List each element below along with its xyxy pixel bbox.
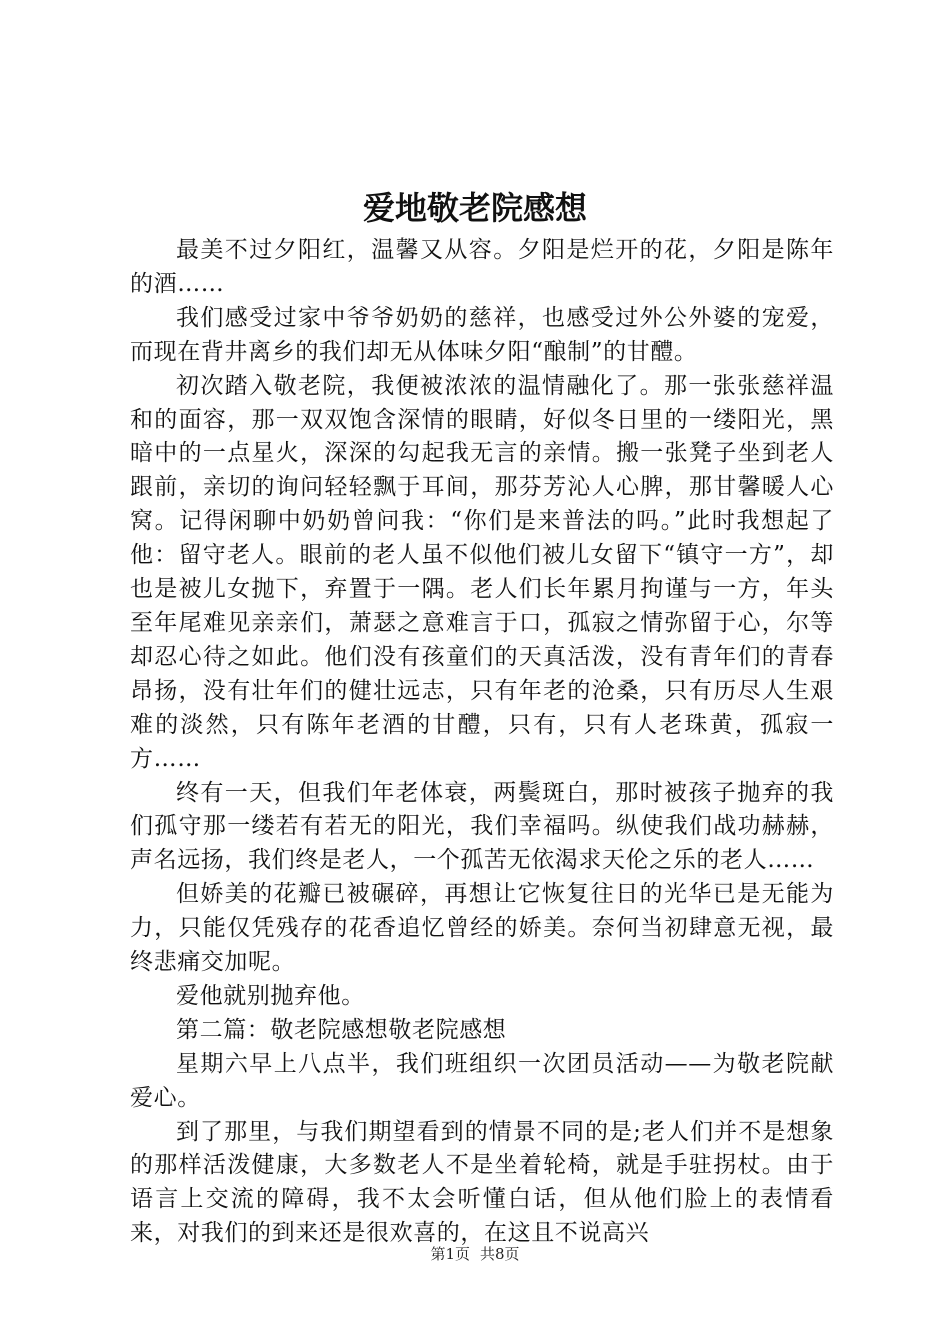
section-heading: 第二篇：敬老院感想敬老院感想	[176, 1016, 507, 1043]
paragraph: 星期六早上八点半，我们班组织一次团员活动——为敬老院献爱心。	[130, 1050, 834, 1111]
paragraph: 但娇美的花瓣已被碾碎，再想让它恢复往日的光华已是无能为力，只能仅凭残存的花香追忆曾经的娇美。奈何当初肆意无视，最终悲痛交加呢。	[130, 881, 834, 976]
page-number: 第1页	[430, 1245, 470, 1263]
page-footer	[0, 1244, 950, 1264]
paragraph: 初次踏入敬老院，我便被浓浓的温情融化了。那一张张慈祥温和的面容，那一双双饱含深情的眼睛，好似冬日里的一缕阳光，黑暗中的一点星火，深深的勾起我无言的亲情。搬一张凳子坐到老人跟前，亲切的询问轻轻飘于耳间，那芬芳沁人心脾，那甘馨暖人心窝。记得闲聊中奶奶曾问我：“你们是来普法的吗。”此时我想起了他：留守老人。眼前的老人虽不似他们被儿女留下“镇守一方”，却也是被儿女抛下，弃置于一隅。老人们长年累月拘谨与一方，年头至年尾难见亲亲们，萧瑟之意难言于口，孤寂之情弥留于心，尔等却忍心待之如此。他们没有孩童们的天真活泼，没有青年们的青春昂扬，没有壮年们的健壮远志，只有年老的沧桑，只有历尽人生艰难的淡然，只有陈年老酒的甘醴，只有，只有人老珠黄，孤寂一方……	[130, 372, 834, 772]
paragraph: 我们感受过家中爷爷奶奶的慈祥，也感受过外公外婆的宠爱，而现在背井离乡的我们却无从体味夕阳“酿制”的甘醴。	[130, 304, 834, 365]
paragraph: 终有一天，但我们年老体衰，两鬓斑白，那时被孩子抛弃的我们孤守那一缕若有若无的阳光，我们幸福吗。纵使我们战功赫赫，声名远扬，我们终是老人，一个孤苦无依渴求天伦之乐的老人……	[130, 779, 834, 874]
document-body	[130, 234, 834, 1251]
document-title: 爱地敬老院感想	[362, 189, 587, 227]
paragraph: 爱他就别抛弃他。	[176, 982, 365, 1009]
page-total: 共8页	[480, 1245, 520, 1263]
paragraph: 到了那里，与我们期望看到的情景不同的是;老人们并不是想象的那样活泼健康，大多数老人不是坐着轮椅，就是手驻拐杖。由于语言上交流的障碍，我不太会听懂白话，但从他们脸上的表情看来，对我们的到来还是很欢喜的，在这且不说高兴	[130, 1118, 834, 1247]
paragraph: 最美不过夕阳红，温馨又从容。夕阳是烂开的花，夕阳是陈年的酒……	[130, 237, 834, 297]
